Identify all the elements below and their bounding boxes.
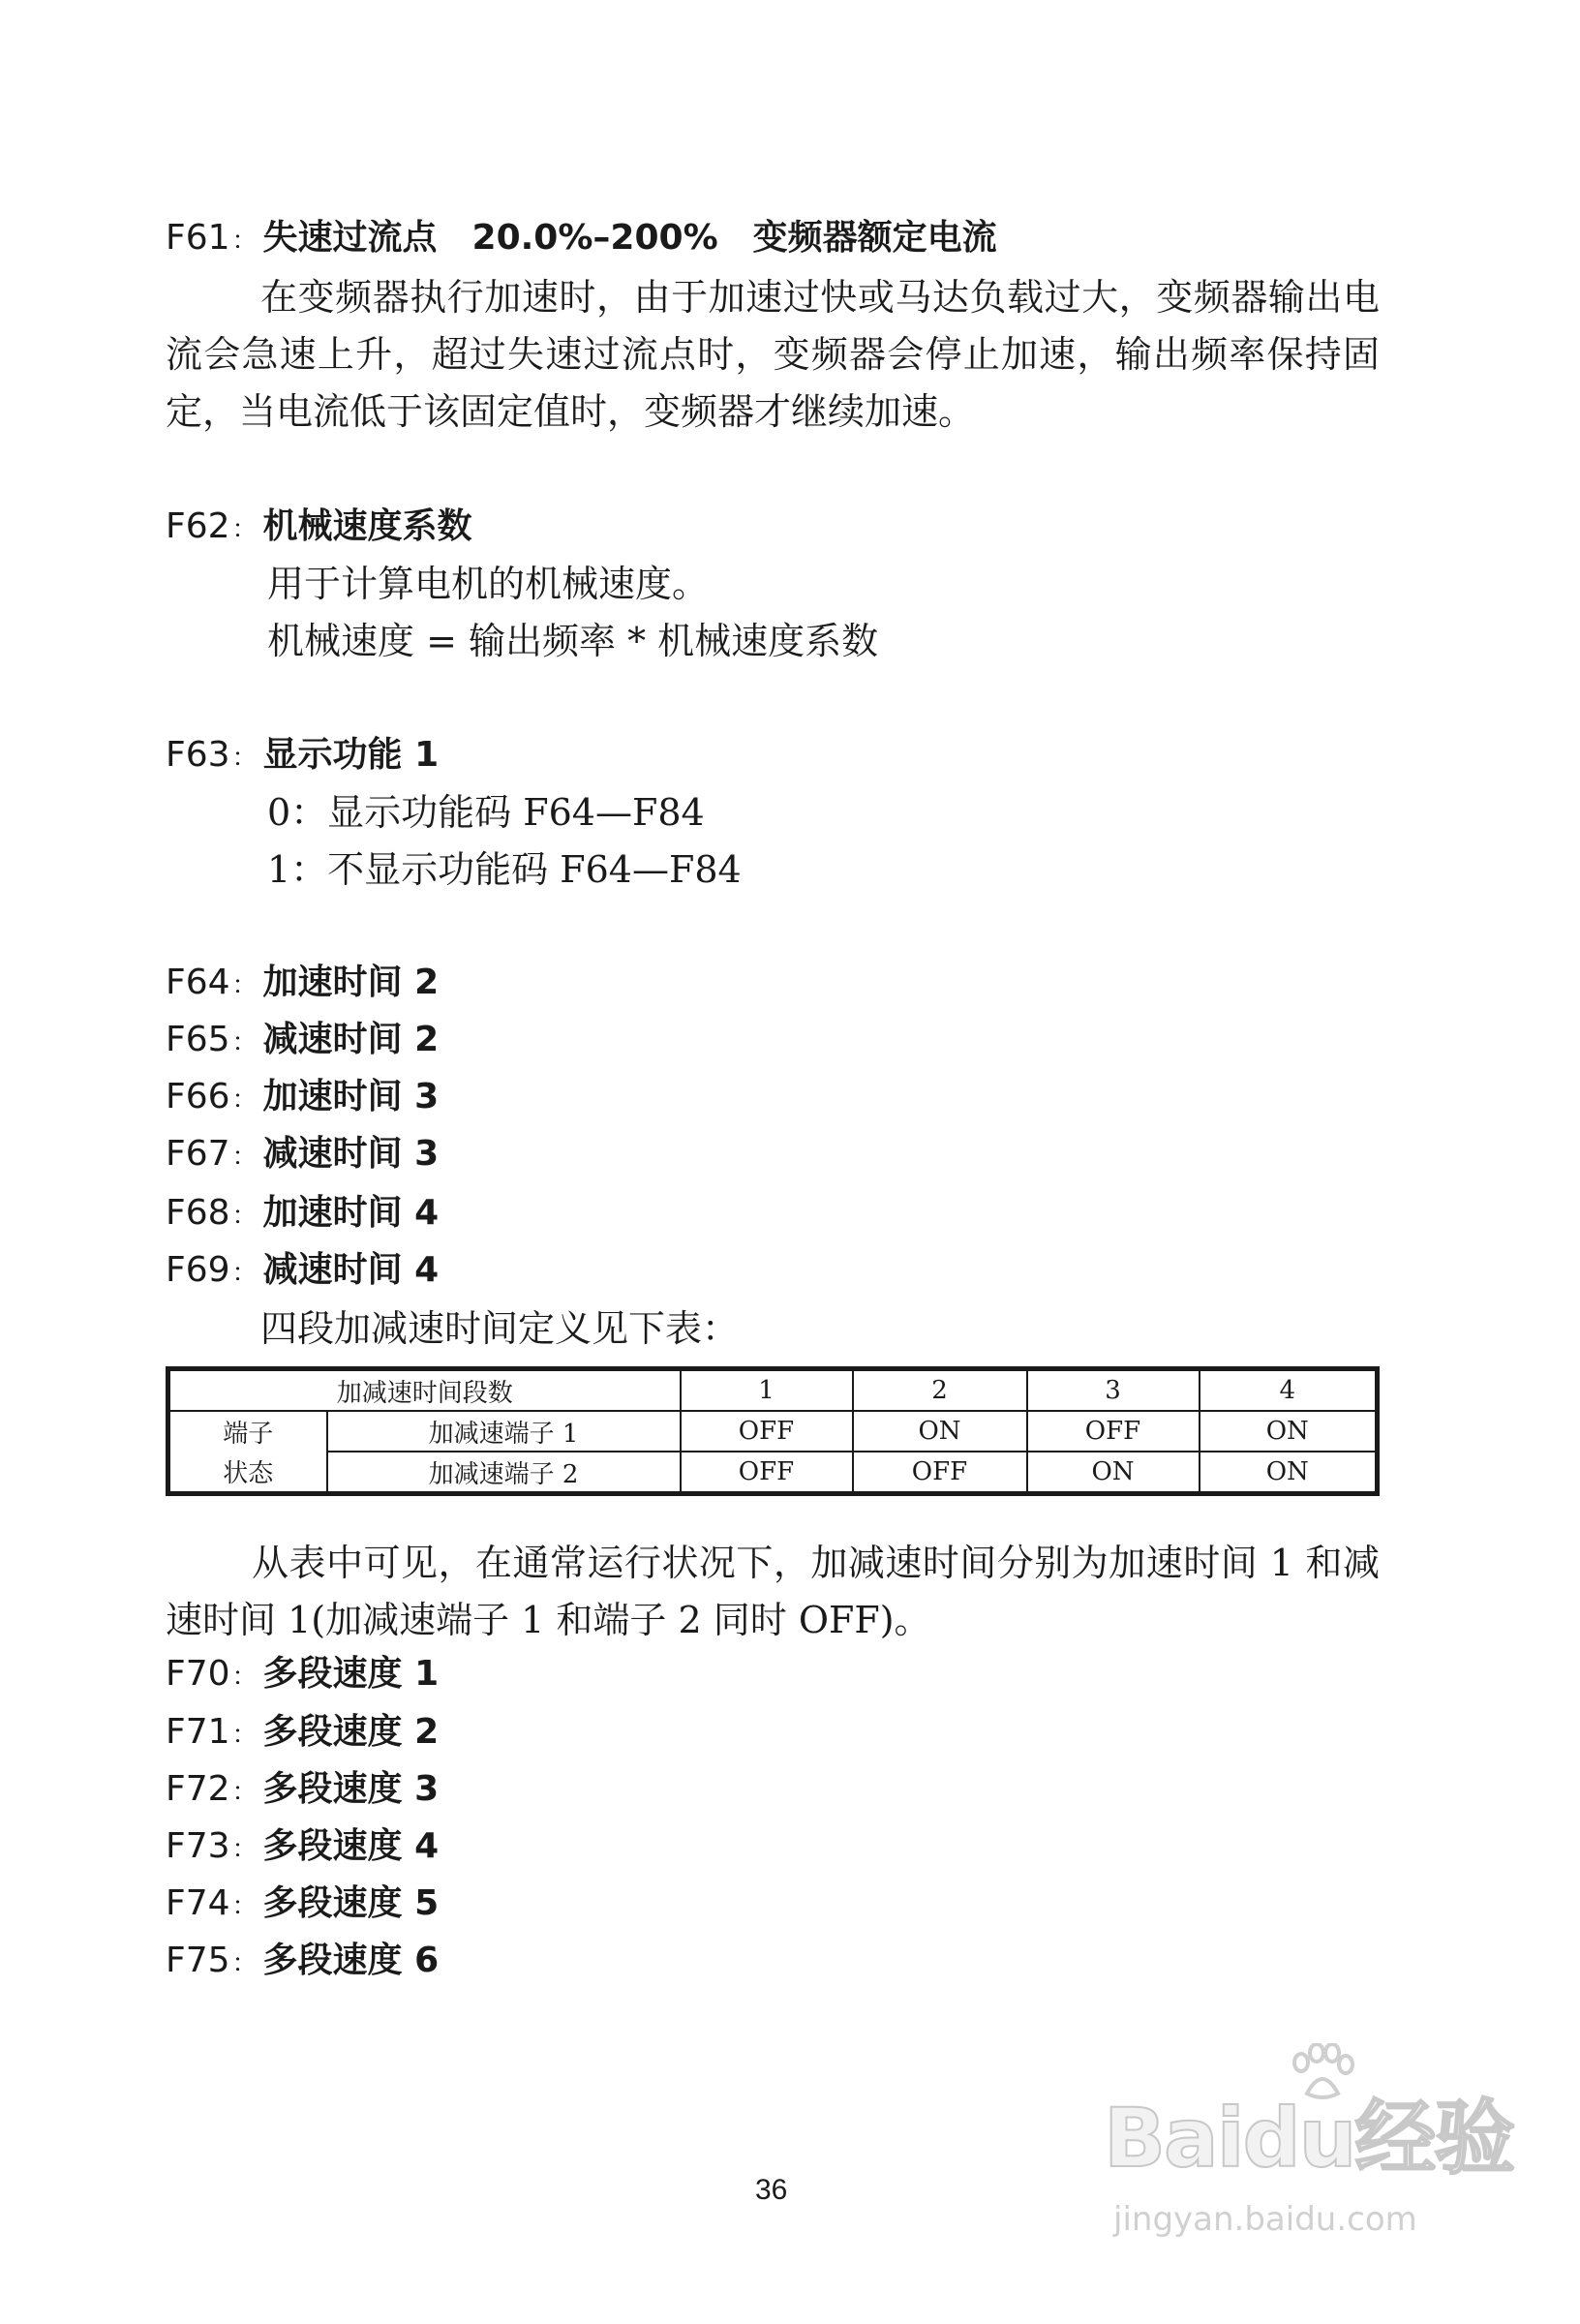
accel-decel-table [166,1366,1380,1496]
heading-f67 [166,1130,439,1178]
param-code: F71 [166,1712,230,1752]
colon: ： [231,1721,258,1750]
param-title: 加速时间 3 [262,1077,440,1116]
header-cell: 3 [1027,1369,1200,1412]
body-line: 从表中可见，在通常运行状况下，加减速时间分别为加速时间 1 和减 [252,1542,1380,1584]
param-title: 多段速度 4 [262,1826,440,1866]
table-row [168,1452,1378,1494]
colon: ： [231,1086,258,1115]
colon: ： [231,1663,258,1692]
body-line: 在变频器执行加速时，由于加速过快或马达负载过大，变频器输出电 [260,276,1380,319]
table-intro: 四段加减速时间定义见下表： [260,1307,740,1350]
heading-f68 [166,1189,439,1238]
header-cell: 1 [681,1369,853,1412]
param-code: F63 [166,735,230,775]
param-title: 减速时间 2 [262,1020,440,1059]
param-title: 多段速度 2 [262,1712,440,1752]
colon: ： [231,1028,258,1057]
param-code: F66 [166,1077,230,1116]
watermark-brand: Baidu经验 [1104,2091,1514,2186]
param-code: F69 [166,1250,230,1290]
param-title: 显示功能 1 [262,735,440,775]
formula-line: 机械速度 = 输出频率 * 机械速度系数 [267,620,879,662]
param-title: 机械速度系数 [262,506,472,546]
param-code: F61 [166,218,230,258]
table-cell: ON [1200,1411,1378,1452]
heading-f65 [166,1016,439,1064]
param-title: 加速时间 2 [262,963,440,1002]
param-code: F70 [166,1654,230,1694]
colon: ： [231,1259,258,1288]
param-title: 多段速度 5 [262,1883,440,1923]
param-code: F72 [166,1769,230,1809]
param-title: 失速过流点 20.0%–200% 变频器额定电流 [262,218,997,258]
header-cell: 加减速时间段数 [168,1369,681,1412]
param-code: F68 [166,1193,230,1233]
heading-f63 [166,731,439,780]
heading-f69 [166,1246,439,1295]
param-title: 加速时间 4 [262,1193,440,1233]
colon: ： [231,971,258,1000]
param-code: F64 [166,963,230,1002]
heading-f64 [166,959,439,1007]
table-cell: ON [853,1411,1027,1452]
header-cell: 2 [853,1369,1027,1412]
header-cell: 4 [1200,1369,1378,1412]
heading-f70 [166,1650,439,1698]
param-title: 多段速度 1 [262,1654,440,1694]
heading-f66 [166,1073,439,1121]
param-code: F75 [166,1941,230,1980]
group-label: 状态 [168,1452,327,1494]
colon: ： [231,1202,258,1231]
colon: ： [231,1143,258,1172]
colon: ： [231,515,258,544]
table-cell: OFF [681,1452,853,1494]
heading-f71 [166,1708,439,1757]
heading-f74 [166,1880,439,1928]
heading-f62 [166,503,472,551]
body-line: 流会急速上升，超过失速过流点时，变频器会停止加速，输出频率保持固 [166,333,1380,376]
param-code: F65 [166,1020,230,1059]
option-line: 0：显示功能码 F64—F84 [267,791,705,834]
param-title: 多段速度 3 [262,1769,440,1809]
colon: ： [231,1778,258,1807]
heading-f72 [166,1765,439,1814]
table-cell: OFF [853,1452,1027,1494]
option-line: 1：不显示功能码 F64—F84 [267,848,742,891]
colon: ： [231,744,258,773]
param-code: F73 [166,1826,230,1866]
row-label: 加减速端子 1 [327,1411,681,1452]
param-title: 多段速度 6 [262,1941,440,1980]
param-title: 减速时间 4 [262,1250,440,1290]
table-cell: ON [1200,1452,1378,1494]
param-code: F74 [166,1883,230,1923]
colon: ： [231,1835,258,1864]
heading-f73 [166,1822,439,1871]
colon: ： [231,1892,258,1921]
page-number: 36 [755,2174,788,2206]
table-cell: OFF [681,1411,853,1452]
param-code: F62 [166,506,230,546]
body-line: 用于计算电机的机械速度。 [267,563,710,605]
heading-f75 [166,1937,439,1985]
body-line: 定，当电流低于该固定值时，变频器才继续加速。 [166,390,976,433]
table-cell: ON [1027,1452,1200,1494]
baidu-jingyan-watermark [1104,2043,1530,2256]
heading-f61 [166,214,997,262]
group-label: 端子 [168,1411,327,1452]
param-code: F67 [166,1134,230,1174]
colon: ： [231,227,258,256]
body-line: 速时间 1(加减速端子 1 和端子 2 同时 OFF)。 [166,1599,931,1641]
colon: ： [231,1949,258,1978]
table-row [168,1411,1378,1452]
watermark-url: jingyan.baidu.com [1113,2200,1417,2239]
row-label: 加减速端子 2 [327,1452,681,1494]
table-cell: OFF [1027,1411,1200,1452]
param-title: 减速时间 3 [262,1134,440,1174]
table-header-row [168,1369,1378,1412]
